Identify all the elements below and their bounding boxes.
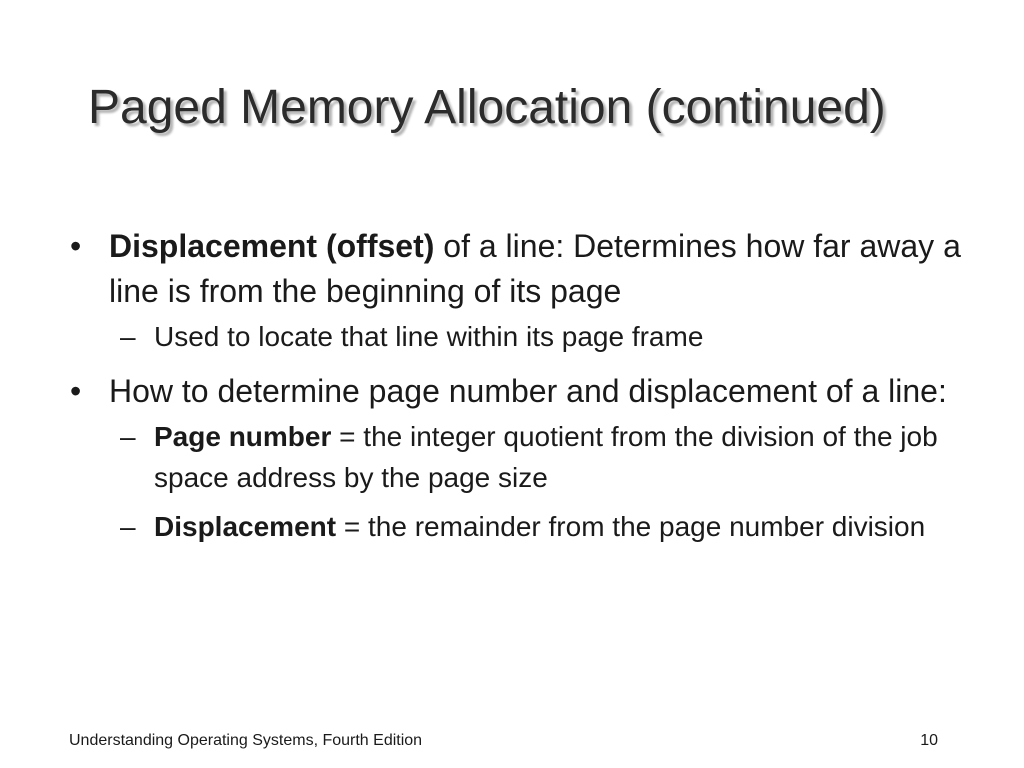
slide-body: [68, 224, 968, 547]
sub-bullet-text: = the remainder from the page number division: [336, 511, 926, 542]
bullet-text: How to determine page number and displacement of a line:: [109, 373, 947, 409]
sub-bullet-page-number: [68, 416, 968, 498]
bullet-marker: •: [70, 373, 82, 409]
dash-marker: –: [120, 321, 136, 352]
bullet-displacement-offset: [68, 224, 968, 314]
term-page-number: Page number: [154, 421, 332, 452]
sub-bullet-displacement: [68, 506, 968, 547]
term-displacement-offset: Displacement (offset): [109, 228, 435, 264]
bullet-marker: •: [70, 228, 82, 264]
dash-marker: –: [120, 421, 136, 452]
sub-bullet-text: = the integer quotient from the division of the job space address by the page size: [154, 421, 938, 493]
sub-bullet-locate-line: [68, 316, 968, 357]
bullet-text: of a line: Determines how far away a line is from the beginning of its page: [109, 228, 961, 309]
bullet-how-to-determine: [68, 369, 968, 414]
footer-page-number: 10: [920, 732, 938, 749]
term-displacement: Displacement: [154, 511, 337, 542]
dash-marker: –: [120, 511, 136, 542]
sub-bullet-text: Used to locate that line within its page frame: [154, 321, 704, 352]
slide-title: Paged Memory Allocation (continued): [88, 81, 886, 134]
footer-book-title: Understanding Operating Systems, Fourth Edition: [69, 732, 423, 749]
